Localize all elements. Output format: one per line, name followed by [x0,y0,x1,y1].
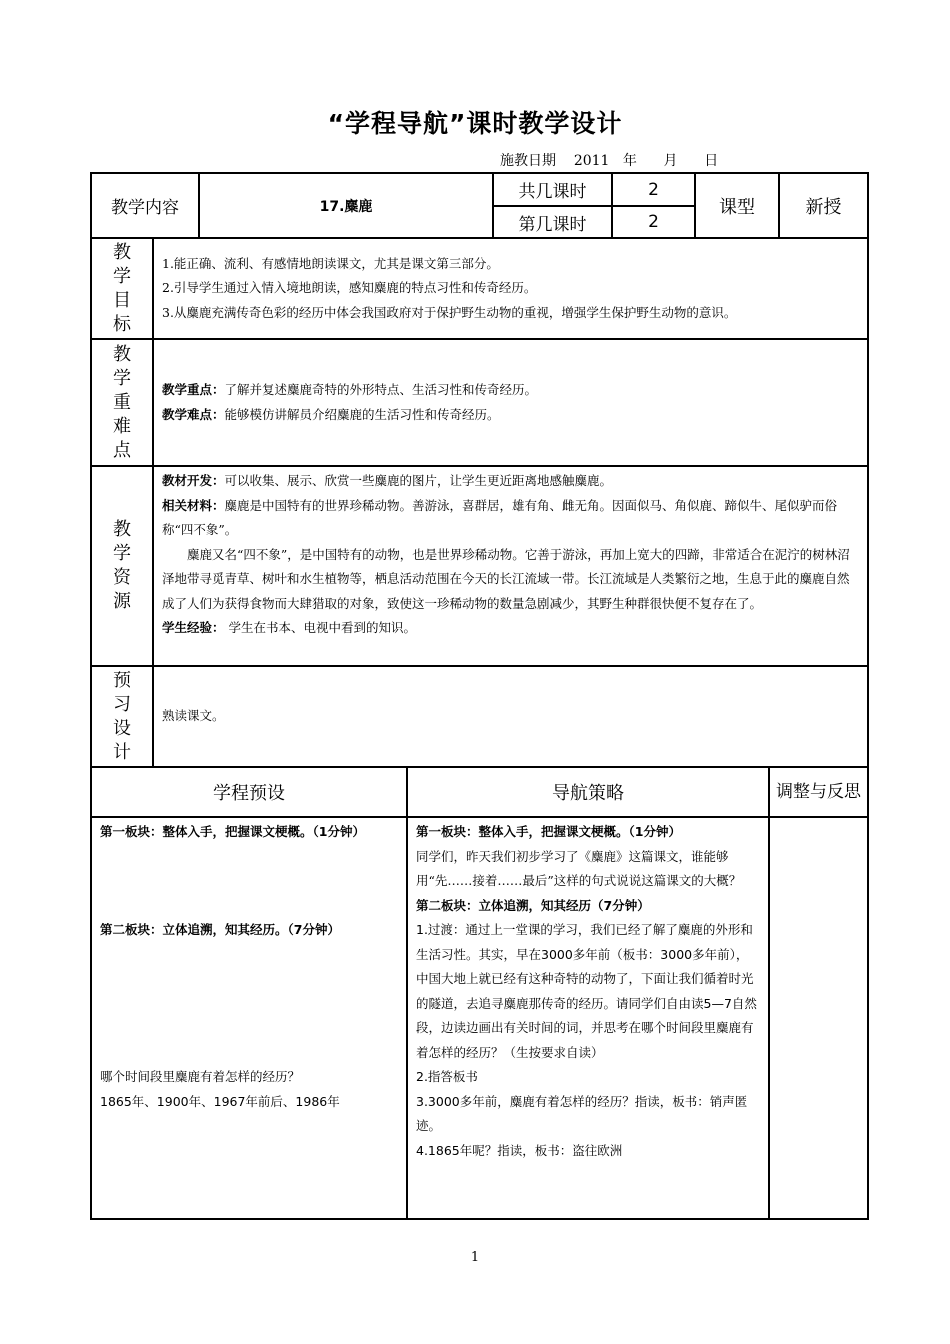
page-number: 1 [470,1250,480,1265]
page-title: “学程导航”课时教学设计 [327,109,623,138]
plan-col2-header: 导航策略 [407,767,769,817]
nth-lesson-value: 2 [612,206,695,238]
material-paragraph: 麋鹿又名“四不象”，是中国特有的动物，也是世界珍稀动物。它善于游泳，再加上宽大的四蹄，非常适合在泥泞的树林沼泽地带寻觅青草、树叶和水生植物等，栖息活动范围在今天的长江流域一带。长江流域是人类繁衍之地，生息于此的麋鹿自然成了人们为获得食物而大肆猎取的对象，致使这一珍稀动物的数量急剧减少，其野生种群很快便不复存在了。 [162,546,850,611]
col1-block1: 第一板块：整体入手，把握课文梗概。（1分钟） [100,824,365,839]
col1-years: 1865年、1900年、1967年前后、1986年 [100,1093,340,1109]
preview-content [153,666,868,767]
material-label: 相关材料： [162,497,225,513]
dev-text: 可以收集、展示、欣赏一些麋鹿的图片，让学生更近距离地感触麋鹿。 [224,473,613,488]
date-day-unit: 日 [704,153,719,169]
total-lessons-value: 2 [612,173,695,206]
focus-label: 教学重点： [162,382,225,397]
col1-question: 哪个时间段里麋鹿有着怎样的经历？ [100,1069,301,1084]
total-lessons-label: 共几课时 [493,173,612,206]
lesson-type-label: 课型 [695,173,779,238]
plan-table [90,766,869,1220]
date-month-unit: 月 [663,153,678,169]
key-points-content [153,339,868,466]
resources-label: 教 学 资 源 [91,466,153,666]
date-line [500,150,718,170]
plan-col1-content [91,817,407,1219]
objectives-label: 教 学 目 标 [91,238,153,339]
lesson-type-value: 新授 [779,173,868,238]
objectives-content [153,238,868,339]
nth-lesson-label: 第几课时 [493,206,612,238]
difficulty-label: 教学难点： [162,406,225,422]
col2-block1-text: 同学们，昨天我们初步学习了《麋鹿》这篇课文，谁能够用“先……接着……最后”这样的句式说说这篇课文的大概？ [416,848,742,888]
plan-col3-content [769,817,868,1219]
experience-text: 学生在书本、电视中看到的知识。 [224,620,416,635]
col1-block2: 第二板块：立体追溯，知其经历。（7分钟） [100,922,340,937]
experience-label: 学生经验： [162,620,225,635]
key-points-label: 教 学 重 难 点 [91,339,153,466]
content-label: 教学内容 [91,173,199,238]
plan-col3-header: 调整与反思 [769,767,868,817]
resources-content [153,466,868,666]
date-year-unit: 年 [622,153,637,169]
col2-step1: 1.过渡：通过上一堂课的学习，我们已经了解了麋鹿的外形和生活习性。其实，早在3000多年前（板书：3000多年前），中国大地上就已经有这种奇特的动物了，下面让我们循着时光的隧道，去追寻麋鹿那传奇的经历。请同学们自由读5—7自然段，边读边画出有关时间的词，并思考在哪个时间段里麋鹿有着怎样的经历？（生按要求自读） [416,922,757,1060]
objective-item: 2.引导学生通过入情入境地朗读，感知麋鹿的特点习性和传奇经历。 [162,280,537,296]
preview-label: 预 习 设 计 [91,666,153,767]
objective-item: 1.能正确、流利、有感情地朗读课文，尤其是课文第三部分。 [162,255,499,271]
plan-col1-header: 学程预设 [91,767,407,817]
col2-block1: 第一板块：整体入手，把握课文梗概。（1分钟） [416,824,681,839]
focus-text: 了解并复述麋鹿奇特的外形特点、生活习性和传奇经历。 [224,382,538,397]
date-year: 2011 [573,153,610,169]
difficulty-text: 能够模仿讲解员介绍麋鹿的生活习性和传奇经历。 [224,406,500,422]
material-text: 麋鹿是中国特有的世界珍稀动物。善游泳，喜群居，雄有角、雌无角。因面似马、角似鹿、蹄似牛、尾似驴而俗称“四不象”。 [162,497,838,537]
content-value: 17.麋鹿 [199,173,493,238]
plan-col2-content [407,817,769,1219]
col2-step3: 3.3000多年前，麋鹿有着怎样的经历？指读，板书：销声匿迹。 [416,1093,748,1133]
col2-block2: 第二板块：立体追溯，知其经历（7分钟） [416,897,650,913]
col2-step4: 4.1865年呢？指读，板书：盗往欧洲 [416,1142,623,1158]
date-label: 施教日期 [500,153,556,169]
info-table [90,172,869,768]
dev-label: 教材开发： [162,473,225,488]
objective-item: 3.从麋鹿充满传奇色彩的经历中体会我国政府对于保护野生动物的重视，增强学生保护野生动物的意识。 [162,304,737,320]
preview-text: 熟读课文。 [162,708,225,724]
col2-step2: 2.指答板书 [416,1069,478,1084]
